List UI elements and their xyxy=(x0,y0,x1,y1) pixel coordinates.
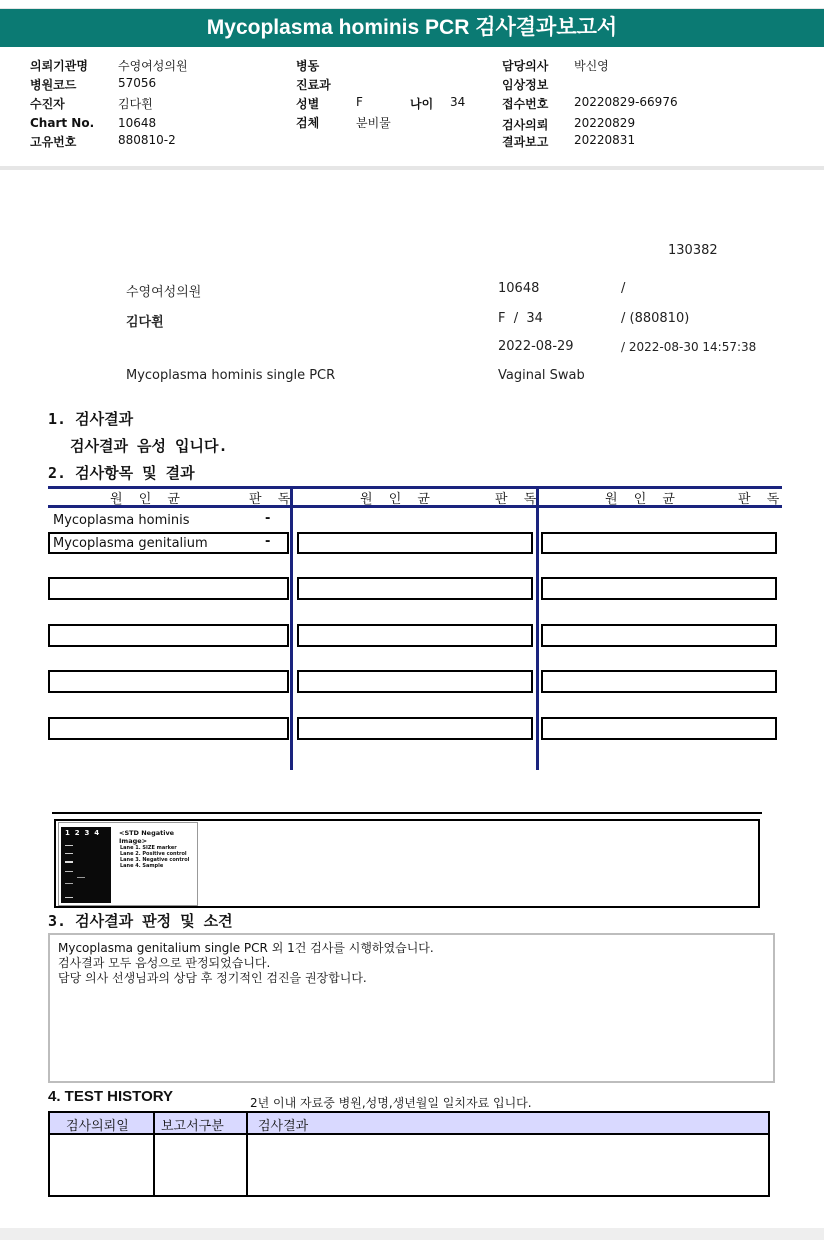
column-header-judgement: 판 독 xyxy=(738,492,786,507)
header-value: 20220829-66976 xyxy=(574,95,678,109)
header-value: 10648 xyxy=(118,116,157,130)
gel-band xyxy=(65,861,73,863)
column-header-pathogen: 원 인 균 xyxy=(110,492,186,507)
section4-title: 4. TEST HISTORY xyxy=(48,1088,174,1105)
header-value: 20220829 xyxy=(574,116,636,130)
section1-title: 1. 검사결과 xyxy=(48,410,134,428)
table-row-name: Mycoplasma genitalium xyxy=(53,536,208,551)
header-label: 고유번호 xyxy=(30,135,77,149)
opinion-text xyxy=(58,941,434,986)
header-value: 20220831 xyxy=(574,133,636,147)
header-label: 병원코드 xyxy=(30,78,77,92)
table-cell xyxy=(48,577,289,600)
clinic-name: 수영여성의원 xyxy=(126,285,202,300)
table-cell xyxy=(48,717,289,740)
header-label: 접수번호 xyxy=(502,97,549,111)
gel-heading: <STD Negative Image> xyxy=(119,829,175,845)
gel-lanes xyxy=(61,827,111,903)
opinion-line: Mycoplasma genitalium single PCR 외 1건 검사를 시행하였습니다. xyxy=(58,941,434,955)
header-label: 결과보고 xyxy=(502,135,549,149)
section3-title: 3. 검사결과 판정 및 소견 xyxy=(48,912,233,930)
header-value: 김다휜 xyxy=(118,97,153,111)
header-label: Chart No. xyxy=(30,116,95,130)
column-header-pathogen: 원 인 균 xyxy=(605,492,681,507)
gel-band xyxy=(65,845,73,846)
table-row-name: Mycoplasma hominis xyxy=(53,513,190,528)
report-title: Mycoplasma hominis PCR 검사결과보고서 xyxy=(0,9,824,47)
report-number: 130382 xyxy=(668,243,718,258)
table-cell xyxy=(297,624,533,647)
chart-number: 10648 xyxy=(498,281,540,296)
table-cell xyxy=(297,717,533,740)
slash: / xyxy=(621,281,626,296)
table-cell xyxy=(48,624,289,647)
table-cell xyxy=(541,624,777,647)
bottom-edge xyxy=(0,1228,824,1240)
table-cell xyxy=(541,717,777,740)
gel-lane-numbers: 1 2 3 4 xyxy=(65,829,100,837)
header-value: 880810-2 xyxy=(118,133,176,147)
header-label: 나이 xyxy=(410,97,434,111)
header-divider xyxy=(0,166,824,170)
birth-date: / (880810) xyxy=(621,311,690,326)
header-value: 34 xyxy=(450,95,466,109)
gel-band xyxy=(65,853,73,854)
header-label: 성별 xyxy=(296,97,320,111)
table-row-result: - xyxy=(265,534,271,549)
table-cell xyxy=(297,577,533,600)
section1-result: 검사결과 음성 입니다. xyxy=(70,437,228,455)
gel-legend xyxy=(120,845,189,869)
table-cell xyxy=(541,670,777,693)
table-cell xyxy=(48,670,289,693)
table-cell xyxy=(297,670,533,693)
test-name: Mycoplasma hominis single PCR xyxy=(126,368,336,383)
history-header-result: 검사결과 xyxy=(258,1119,309,1134)
gel-legend-item: Lane 2. Positive control xyxy=(120,851,187,857)
gel-band xyxy=(65,883,73,884)
header-value: 분비물 xyxy=(356,116,391,130)
history-header-type: 보고서구분 xyxy=(161,1119,224,1134)
header-label: 진료과 xyxy=(296,78,331,92)
header-value: 수영여성의원 xyxy=(118,59,188,73)
history-header-row xyxy=(50,1113,768,1135)
gel-legend-item: Lane 4. Sample xyxy=(120,863,164,869)
header-value: F xyxy=(356,95,363,109)
history-col-divider xyxy=(246,1113,248,1195)
gel-image xyxy=(58,822,198,906)
history-table xyxy=(48,1111,770,1197)
header-label: 수진자 xyxy=(30,97,65,111)
history-col-divider xyxy=(153,1113,155,1195)
header-value: 박신영 xyxy=(574,59,609,73)
table-row-result: - xyxy=(265,511,271,526)
history-note: 2년 이내 자료중 병원,성명,생년월일 일치자료 입니다. xyxy=(250,1096,532,1110)
column-divider xyxy=(536,486,539,770)
opinion-line: 검사결과 모두 음성으로 판정되었습니다. xyxy=(58,956,271,970)
opinion-box xyxy=(48,933,775,1083)
reported-datetime: / 2022-08-30 14:57:38 xyxy=(621,340,757,354)
column-header-judgement: 판 독 xyxy=(495,492,543,507)
history-header-date: 검사의뢰일 xyxy=(66,1119,129,1134)
header-label: 의뢰기관명 xyxy=(30,59,88,73)
section2-title: 2. 검사항목 및 결과 xyxy=(48,464,195,482)
header-label: 검체 xyxy=(296,116,320,130)
top-edge xyxy=(0,0,824,9)
table-cell xyxy=(297,532,533,554)
specimen: Vaginal Swab xyxy=(498,368,585,383)
header-label: 담당의사 xyxy=(502,59,549,73)
gel-legend-item: Lane 1. SIZE marker xyxy=(120,845,177,851)
column-header-pathogen: 원 인 균 xyxy=(360,492,436,507)
gel-band xyxy=(65,871,73,872)
gel-rule xyxy=(52,812,762,814)
column-divider xyxy=(290,486,293,770)
table-cell xyxy=(541,532,777,554)
received-date: 2022-08-29 xyxy=(498,339,574,354)
column-header-judgement: 판 독 xyxy=(249,492,297,507)
table-cell xyxy=(541,577,777,600)
header-label: 검사의뢰 xyxy=(502,118,549,132)
sex-age: F / 34 xyxy=(498,311,543,326)
gel-legend-item: Lane 3. Negative control xyxy=(120,857,190,863)
gel-band xyxy=(65,897,73,898)
gel-band xyxy=(77,877,85,878)
opinion-line: 담당 의사 선생님과의 상담 후 정기적인 검진을 권장합니다. xyxy=(58,971,367,985)
patient-name: 김다휜 xyxy=(126,315,164,330)
header-label: 병동 xyxy=(296,59,320,73)
header-label: 임상정보 xyxy=(502,78,549,92)
header-value: 57056 xyxy=(118,76,157,90)
